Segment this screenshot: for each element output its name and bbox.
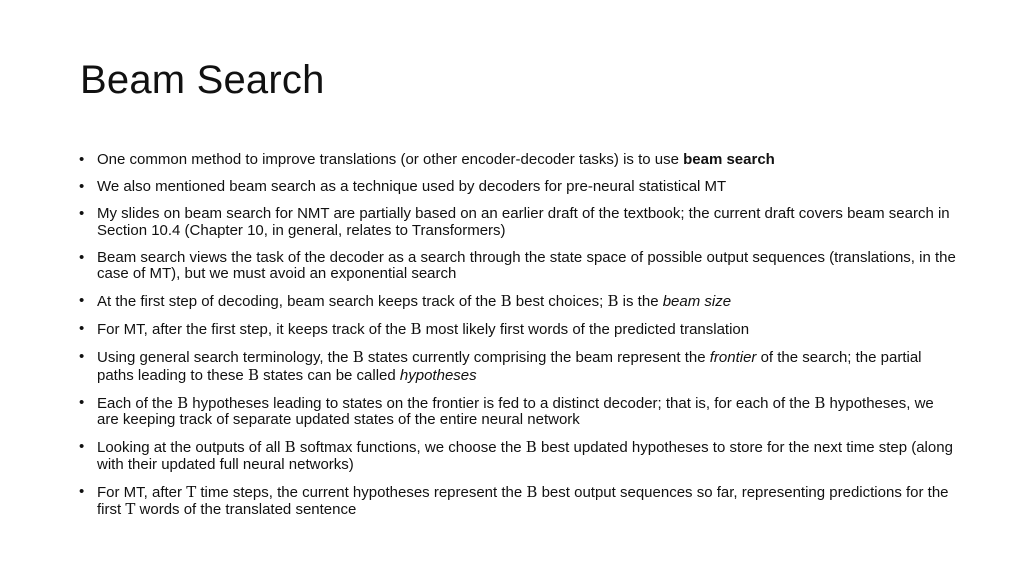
math-variable: B [352,348,364,366]
bullet-item [78,152,958,169]
slide-title: Beam Search [80,58,325,102]
bullet-item [78,250,958,283]
bullet-item [78,349,958,384]
bullet-text: best output sequences so far, representing predictions for the first [97,483,949,518]
bullet-item [78,179,958,196]
bullet-text: most likely first words of the predicted translation [421,321,750,338]
math-variable: B [607,292,619,310]
bullet-text: best updated hypotheses to store for the next time step (along with their updated full neural networks) [97,439,953,473]
math-variable: B [526,482,538,501]
bullet-text: is the [618,293,663,310]
math-variable: B [500,292,512,310]
bullet-text: We also mentioned beam search as a technique used by decoders for pre-neural statistical MT [97,178,727,195]
bullet-item [78,484,958,519]
bullet-italic-text: beam size [662,293,732,310]
bullet-text: words of the translated sentence [135,501,357,518]
bullet-text: Using general search terminology, the [97,349,353,366]
math-variable: B [814,393,826,412]
bullet-text: At the first step of decoding, beam search keeps track of the [97,293,501,310]
bullet-item [78,321,958,339]
math-variable: B [410,320,422,338]
bullet-text: softmax functions, we choose the [295,439,526,456]
bullet-text: My slides on beam search for NMT are partially based on an earlier draft of the textbook; the current draft covers beam search in Section 10.4 (Chapter 10, in general, relates to Transformers) [97,205,950,239]
bullet-text: hypotheses leading to states on the frontier is fed to a distinct decoder; that is, for each of the [188,394,815,412]
bullet-item [78,395,958,429]
bullet-text: states currently comprising the beam represent the [363,349,710,366]
bullet-text: best choices; [511,293,608,310]
bullet-italic-text: hypotheses [399,366,477,384]
bullet-text: Looking at the outputs of all [97,439,285,456]
bullet-text: Beam search views the task of the decoder as a search through the state space of possible output sequences (translations, in the case of MT), but we must avoid an exponential search [97,248,956,282]
bullet-text: One common method to improve translations (or other encoder-decoder tasks) is to use [97,151,684,168]
math-variable: B [284,438,296,456]
math-variable: B [525,438,537,456]
bullet-item [78,206,958,239]
bullet-text: states can be called [258,366,400,384]
bullet-text: For MT, after [97,483,187,501]
bullet-italic-text: frontier [709,349,757,366]
bullet-text: of the search; the partial paths leading to these [97,349,922,384]
math-variable: B [247,365,259,384]
bullet-text: time steps, the current hypotheses represent the [196,483,527,501]
math-variable: T [125,500,136,518]
math-variable: T [186,482,197,501]
bullet-item [78,439,958,473]
bullet-list [78,152,958,529]
bullet-item [78,293,958,311]
bullet-text: For MT, after the first step, it keeps track of the [97,321,411,338]
bullet-bold-text: beam search [683,151,775,168]
bullet-text: Each of the [97,394,178,412]
math-variable: B [177,393,189,412]
bullet-text: hypotheses, we are keeping track of separate updated states of the entire neural network [97,394,934,428]
